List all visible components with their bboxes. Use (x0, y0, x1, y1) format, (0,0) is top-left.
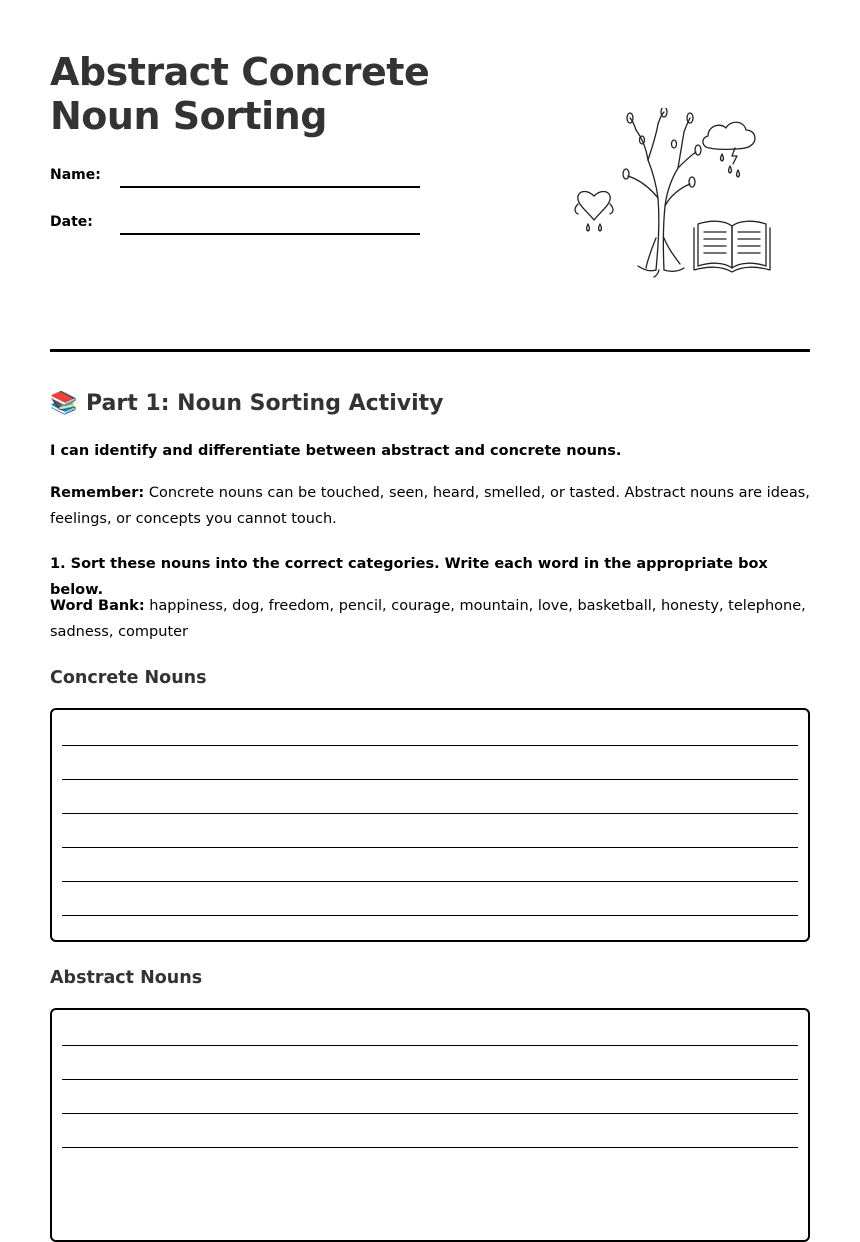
header-divider (50, 349, 810, 352)
tree-icon (623, 108, 701, 277)
write-line[interactable] (62, 1147, 798, 1148)
write-line[interactable] (62, 1079, 798, 1080)
date-write-line[interactable] (120, 233, 420, 235)
word-bank-text: happiness, dog, freedom, pencil, courage, mountain, love, basketball, honesty, telephone, sadness, computer (50, 598, 806, 640)
books-icon: 📚 (50, 391, 78, 416)
write-line[interactable] (62, 847, 798, 848)
learning-objective: I can identify and differentiate between abstract and concrete nouns. (50, 443, 622, 459)
part1-title: Part 1: Noun Sorting Activity (86, 391, 444, 416)
remember-label: Remember: (50, 485, 145, 501)
abstract-nouns-box[interactable] (50, 1008, 810, 1242)
worksheet-header (50, 0, 810, 352)
write-line[interactable] (62, 881, 798, 882)
remember-text: Concrete nouns can be touched, seen, heard, smelled, or tasted. Abstract nouns are ideas, feelings, or concepts you cannot touch. (50, 485, 810, 527)
name-field (50, 166, 420, 190)
worksheet-page (50, 0, 810, 988)
sorting-instruction: 1. Sort these nouns into the correct categories. Write each word in the appropriate box below. (50, 556, 768, 598)
write-line[interactable] (62, 915, 798, 916)
cloud-rain-icon (703, 122, 755, 177)
open-book-icon (694, 221, 770, 272)
write-line[interactable] (62, 1045, 798, 1046)
write-line[interactable] (62, 813, 798, 814)
noun-illustration (570, 108, 775, 278)
word-bank-label: Word Bank: (50, 598, 145, 614)
name-label: Name: (50, 167, 101, 183)
write-line[interactable] (62, 779, 798, 780)
page-title: Abstract Concrete Noun Sorting (50, 50, 430, 138)
date-label: Date: (50, 214, 93, 230)
heart-rain-icon (575, 192, 613, 232)
date-field (50, 213, 420, 237)
write-line[interactable] (62, 745, 798, 746)
remember-note (50, 480, 810, 532)
write-line[interactable] (62, 1113, 798, 1114)
word-bank (50, 593, 810, 645)
concrete-nouns-box[interactable] (50, 708, 810, 942)
name-write-line[interactable] (120, 186, 420, 188)
concrete-nouns-heading: Concrete Nouns (50, 668, 207, 688)
abstract-nouns-heading: Abstract Nouns (50, 968, 203, 988)
part1-heading (50, 389, 443, 419)
